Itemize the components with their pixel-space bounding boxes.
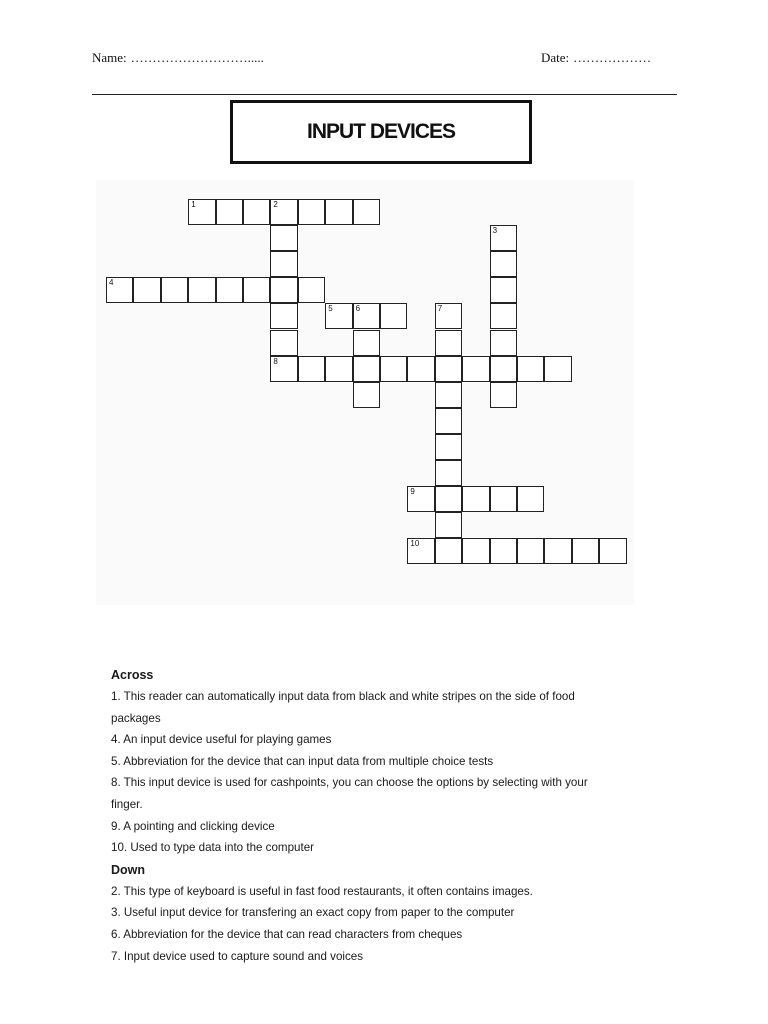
crossword-cell[interactable] xyxy=(517,356,544,382)
clue-number: 4 xyxy=(109,278,114,288)
crossword-cell[interactable] xyxy=(490,486,517,512)
down-clue-list xyxy=(111,881,671,967)
crossword-cell[interactable] xyxy=(270,199,297,225)
crossword-cell[interactable] xyxy=(435,330,462,356)
crossword-cell[interactable] xyxy=(161,277,188,303)
crossword-cell[interactable] xyxy=(435,303,462,329)
header-divider xyxy=(92,94,677,95)
crossword-cell[interactable] xyxy=(435,460,462,486)
name-field[interactable] xyxy=(92,50,264,66)
crossword-cell[interactable] xyxy=(407,486,434,512)
down-clue-line: 7. Input device used to capture sound and voices xyxy=(111,949,364,963)
worksheet-title xyxy=(230,100,532,164)
crossword-cell[interactable] xyxy=(544,356,571,382)
crossword-cell[interactable] xyxy=(435,538,462,564)
clue-number: 8 xyxy=(273,356,278,366)
crossword-cell[interactable] xyxy=(270,277,297,303)
clue-number: 6 xyxy=(355,304,361,314)
clue-number: 7 xyxy=(437,304,443,314)
crossword-cell[interactable] xyxy=(407,538,434,564)
crossword-cell[interactable] xyxy=(490,277,517,303)
crossword-cell[interactable] xyxy=(353,303,380,329)
across-clue-line: 5. Abbreviation for the device that can input data from multiple choice tests xyxy=(111,754,494,768)
date-label: Date: xyxy=(541,50,570,65)
crossword-cell[interactable] xyxy=(325,199,352,225)
crossword-cell[interactable] xyxy=(380,303,407,329)
crossword-cell[interactable] xyxy=(353,330,380,356)
clue-number: 1 xyxy=(191,200,196,209)
crossword-cell[interactable] xyxy=(490,330,517,356)
down-clue-line: 6. Abbreviation for the device that can read characters from cheques xyxy=(111,927,463,941)
crossword-cell[interactable] xyxy=(517,486,544,512)
crossword-cell[interactable] xyxy=(435,512,462,538)
crossword-cell[interactable] xyxy=(188,277,215,303)
crossword-cell[interactable] xyxy=(270,251,297,277)
crossword-cell[interactable] xyxy=(544,538,571,564)
crossword-cell[interactable] xyxy=(353,199,380,225)
crossword-cell[interactable] xyxy=(490,382,517,408)
crossword-cell[interactable] xyxy=(435,382,462,408)
across-clue-line: 8. This input device is used for cashpoints, you can choose the options by selecting with your xyxy=(111,776,588,790)
crossword-cell[interactable] xyxy=(572,538,599,564)
crossword-cell[interactable] xyxy=(435,356,462,382)
crossword-cell[interactable] xyxy=(270,356,297,382)
crossword-cell[interactable] xyxy=(490,356,517,382)
down-heading: Down xyxy=(111,862,146,877)
crossword-cell[interactable] xyxy=(270,303,297,329)
clue-number: 5 xyxy=(328,304,333,314)
across-clue-line: finger. xyxy=(111,797,143,811)
clue-number: 9 xyxy=(410,487,415,497)
crossword-cell[interactable] xyxy=(325,303,352,329)
crossword-cell[interactable] xyxy=(133,277,160,303)
crossword-cell[interactable] xyxy=(243,277,270,303)
across-heading: Across xyxy=(111,668,154,682)
down-clue-line: 3. Useful input device for transfering an exact copy from paper to the computer xyxy=(111,906,515,920)
crossword-cell[interactable] xyxy=(435,486,462,512)
across-clue-line: 4. An input device useful for playing games xyxy=(111,733,332,747)
date-field[interactable] xyxy=(541,50,651,66)
title-text: INPUT DEVICES xyxy=(306,120,456,143)
crossword-cell[interactable] xyxy=(298,199,325,225)
across-clue-list xyxy=(111,686,671,859)
crossword-cell[interactable] xyxy=(216,199,243,225)
crossword-cell[interactable] xyxy=(462,486,489,512)
clue-number: 2 xyxy=(273,200,278,209)
crossword-cell[interactable] xyxy=(380,356,407,382)
across-clue-line: packages xyxy=(111,711,161,725)
crossword-cell[interactable] xyxy=(490,538,517,564)
crossword-cell[interactable] xyxy=(243,199,270,225)
clue-number: 10 xyxy=(410,539,420,549)
name-blank[interactable]: ………………………..... xyxy=(130,50,264,65)
crossword-cell[interactable] xyxy=(462,356,489,382)
crossword-cell[interactable] xyxy=(353,356,380,382)
crossword-cell[interactable] xyxy=(270,330,297,356)
down-clue-line: 2. This type of keyboard is useful in fast food restaurants, it often contains images. xyxy=(111,884,533,898)
clues-section xyxy=(111,664,671,967)
crossword-cell[interactable] xyxy=(188,199,215,225)
crossword-cell[interactable] xyxy=(490,303,517,329)
name-label: Name: xyxy=(92,50,127,65)
crossword-cell[interactable] xyxy=(325,356,352,382)
crossword-cell[interactable] xyxy=(216,277,243,303)
crossword-cell[interactable] xyxy=(462,538,489,564)
date-blank[interactable]: ……………… xyxy=(573,50,652,65)
crossword-cell[interactable] xyxy=(270,225,297,251)
crossword-cell[interactable] xyxy=(106,277,133,303)
crossword-cell[interactable] xyxy=(298,356,325,382)
crossword-cell[interactable] xyxy=(490,251,517,277)
crossword-cell[interactable] xyxy=(490,225,517,251)
crossword-cell[interactable] xyxy=(435,408,462,434)
crossword-cell[interactable] xyxy=(435,434,462,460)
crossword-cell[interactable] xyxy=(599,538,626,564)
crossword-cell[interactable] xyxy=(407,356,434,382)
crossword-cell[interactable] xyxy=(517,538,544,564)
across-clue-line: 10. Used to type data into the computer xyxy=(111,841,315,855)
across-clue-line: 9. A pointing and clicking device xyxy=(111,819,275,833)
across-clue-line: 1. This reader can automatically input data from black and white stripes on the side of food xyxy=(111,690,575,703)
crossword-cell[interactable] xyxy=(353,382,380,408)
clue-number: 3 xyxy=(492,226,498,236)
crossword-cell[interactable] xyxy=(298,277,325,303)
